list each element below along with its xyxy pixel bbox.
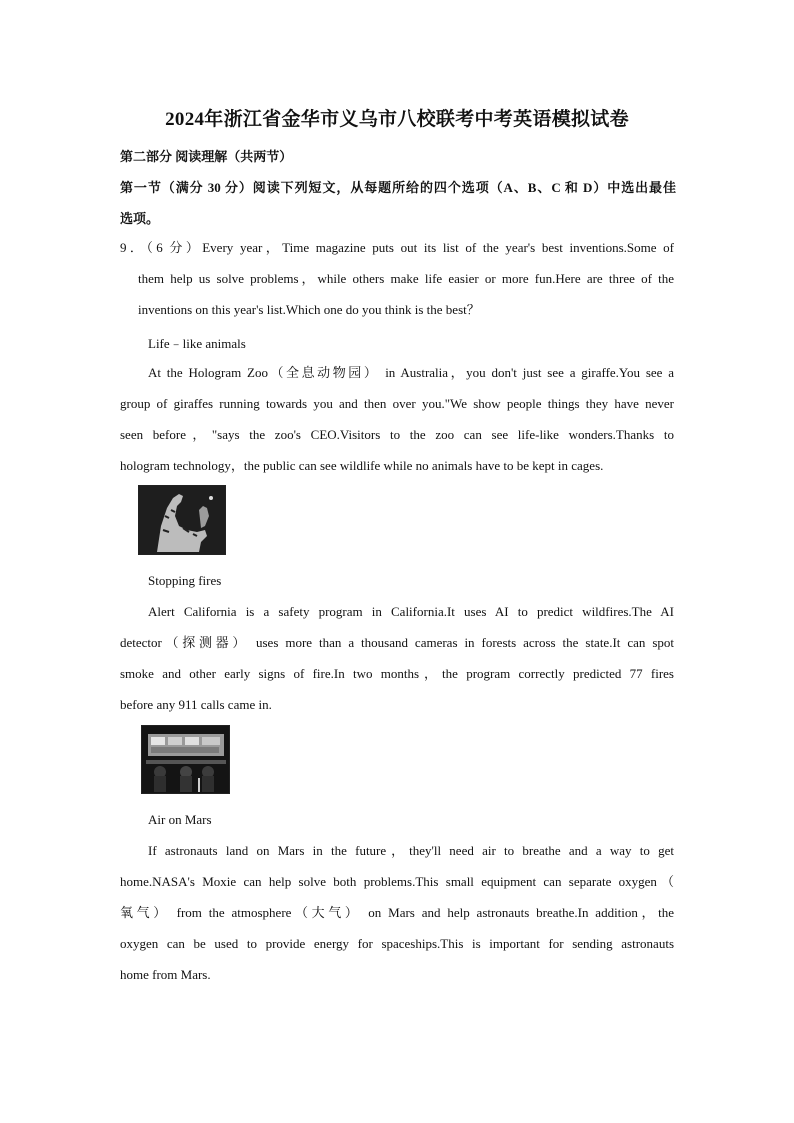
question-line-3: inventions on this year's list.Which one do you think is the best？ [138,302,480,317]
paragraph-line: If astronauts land on Mars in the future，they'll need air to breathe and a way to get [148,843,674,858]
paragraph-line: smoke and other early signs of fire.In two months，the program correctly predicted 77 fires [120,666,674,681]
section-heading-animals: Life﹣like animals [148,336,246,351]
giraffe-photo [138,485,226,555]
section-heading-mars: Air on Mars [148,812,212,827]
paragraph-line: oxygen can be used to provide energy for spaceships.This is important for sending astronauts [120,936,674,951]
paragraph-line: seen before，"says the zoo's CEO.Visitors to the zoo can see life-like wonders.Thanks to [120,427,674,442]
instruction-line-1: 第一节（满分 30 分）阅读下列短文，从每题所给的四个选项（A、B、C 和 D）中选出最佳 [120,180,676,195]
paragraph-line: Alert California is a safety program in California.It uses AI to predict wildfires.The AI [148,604,674,619]
section-heading-fires: Stopping fires [148,573,222,588]
paragraph-line: home.NASA's Moxie can help solve both problems.This small equipment can separate oxygen（ [120,874,674,889]
paragraph-line: home from Mars. [120,967,211,982]
question-line-1: 9．（6 分）Every year，Time magazine puts out its list of the year's best inventions.Some of [120,240,674,255]
paragraph-line: detector（探测器） uses more than a thousand cameras in forests across the state.It can spot [120,635,674,650]
paragraph-line: hologram technology，the public can see wildlife while no animals have to be kept in cages. [120,458,604,473]
control-room-photo [141,725,230,794]
part-heading: 第二部分 阅读理解（共两节） [120,149,293,164]
question-line-2: them help us solve problems，while others make life easier or more fun.Here are three of the [138,271,674,286]
paragraph-line: group of giraffes running towards you and then over you."We show people things they have never [120,396,674,411]
paragraph-line: 氧气） from the atmosphere（大气） on Mars and help astronauts breathe.In addition，the [120,905,674,920]
paragraph-line: At the Hologram Zoo（全息动物园） in Australia，you don't just see a giraffe.You see a [148,365,674,380]
page-title: 2024年浙江省金华市义乌市八校联考中考英语模拟试卷 [165,109,629,130]
instruction-line-2: 选项。 [120,211,160,226]
paragraph-line: before any 911 calls came in. [120,697,272,712]
